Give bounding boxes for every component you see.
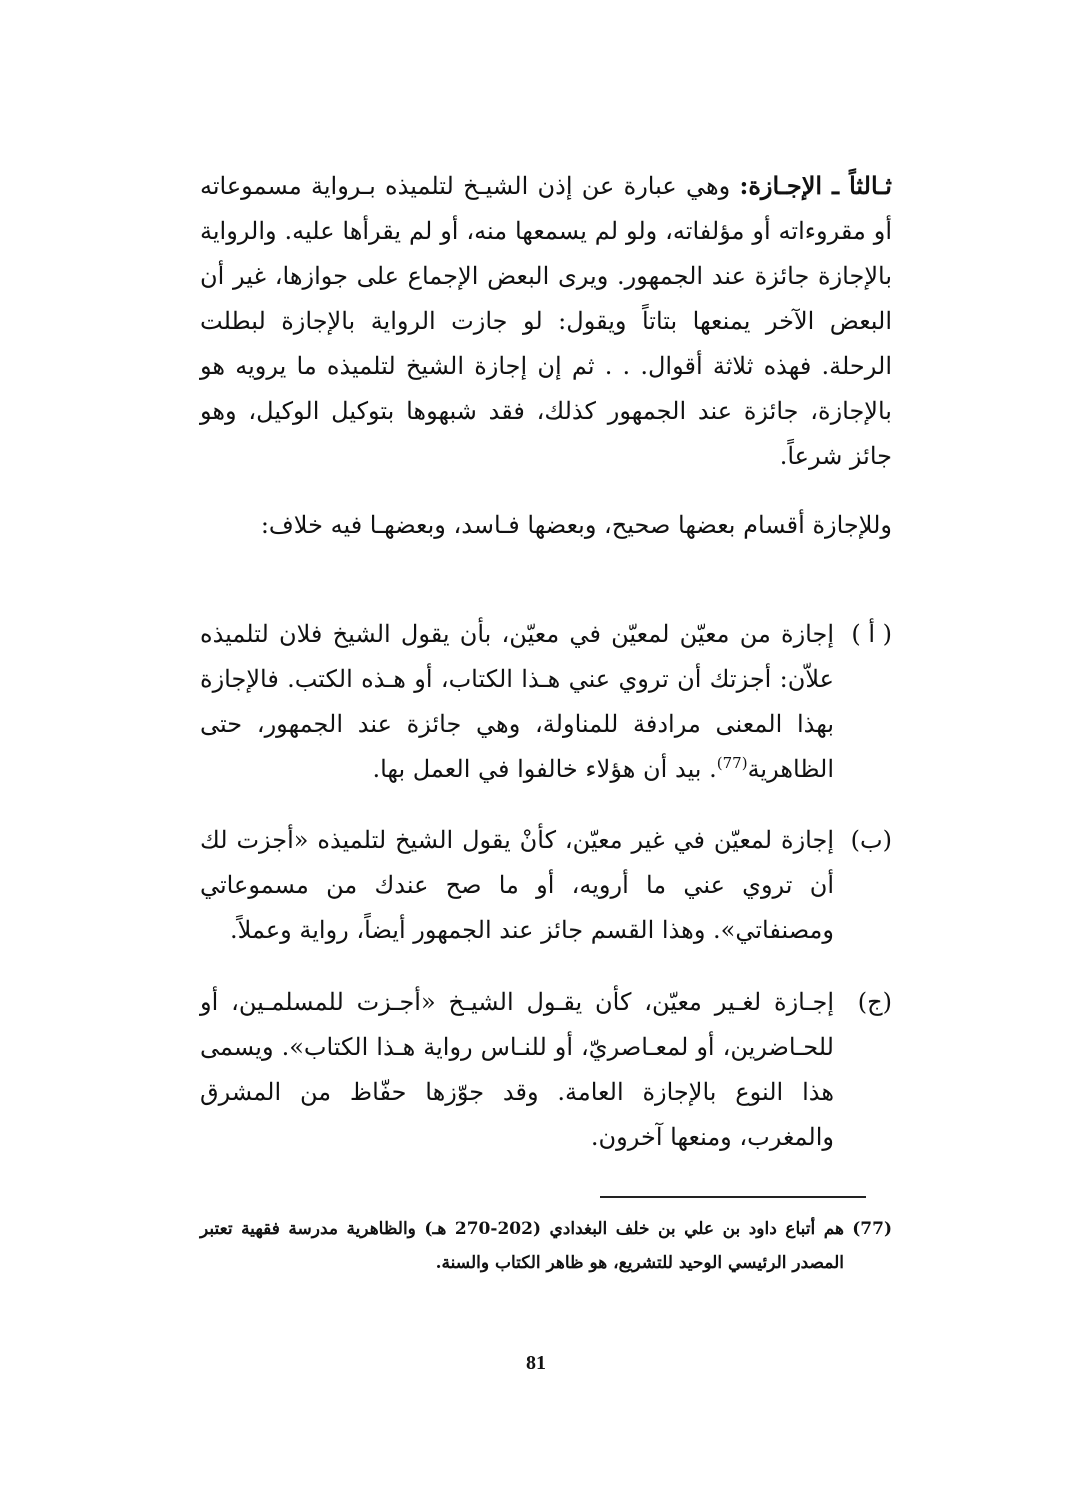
list-item-ba — [200, 818, 892, 953]
list-marker: ( أ ) — [851, 620, 892, 648]
list-item-text: إجـازة لغـير معيّن، كأن يقـول الشيـخ «أجـزت للمسلمـين، أو للحـاضرين، أو لمعـاصريّ، أو للنـاس رواية هـذا الكتاب». ويسمى هذا النوع بالإجازة العامة. وقد جوّزها حفّاظ من المشرق والمغرب، ومنعها آخرون. — [200, 988, 834, 1151]
list-item-text: إجازة لمعيّن في غير معيّن، كأنْ يقول الشيخ لتلميذه «أجزت لك أن تروي عني ما أرويه، أو ما صح عندك من مسموعاتي ومصنفاتي». وهذا القسم جائز عند الجمهور أيضاً، رواية وعملاً. — [200, 826, 834, 944]
list-item-text — [200, 612, 834, 792]
list-marker: (ب) — [850, 826, 892, 854]
list-item-text-part: إجازة من معيّن لمعيّن في معيّن، بأن يقول الشيخ فلان لتلميذه علاّن: أجزتك أن تروي عني هـذا الكتاب، أو هـذه الكتب. فالإجازة بهذا المعنى مرادفة للمناولة، وهي جائزة عند الجمهور، حتى الظاهرية — [200, 620, 834, 783]
list-marker: (ج) — [857, 988, 892, 1016]
paragraph-ijaza-definition — [200, 163, 892, 479]
footnote-77 — [200, 1212, 892, 1280]
footnote-text: هم أتباع داود بن علي بن خلف البغدادي (202-270 هـ) والظاهرية مدرسة فقهية تعتبر المصدر الرئيسي الوحيد للتشريع، هو ظاهر الكتاب والسنة. — [200, 1219, 844, 1273]
footnote-number: (77) — [852, 1219, 892, 1239]
footnote-reference[interactable]: (77) — [716, 754, 748, 772]
paragraph-ijaza-types-intro — [200, 503, 892, 548]
page-number: 81 — [526, 1352, 546, 1374]
list-item-alif — [200, 612, 892, 792]
paragraph-text: وللإجازة أقسام بعضها صحيح، وبعضها فـاسد، وبعضهـا فيه خلاف: — [260, 511, 892, 539]
section-heading-third-ijaza: ثـالثاً ـ الإجـازة: — [739, 171, 892, 200]
list-item-text-part: . بيد أن هؤلاء خالفوا في العمل بها. — [372, 755, 717, 783]
list-item-jim — [200, 980, 892, 1160]
footnote-divider — [600, 1196, 866, 1198]
paragraph-text: وهي عبارة عن إذن الشيـخ لتلميذه بـرواية مسموعاته أو مقروءاته أو مؤلفاته، ولو لم يسمعها منه، أو لم يقرأها عليه. والرواية بالإجازة جائزة عند الجمهور. ويرى البعض الإجماع على جوازها، غير أن البعض الآخر يمنعها بتاتاً ويقول: لو جازت الرواية بالإجازة لبطلت الرحلة. فهذه ثلاثة أقوال. . . ثم إن إجازة الشيخ لتلميذه ما يرويه هو بالإجازة، جائزة عند الجمهور كذلك، فقد شبهوها بتوكيل الوكيل، وهو جائز شرعاً. — [200, 172, 892, 470]
